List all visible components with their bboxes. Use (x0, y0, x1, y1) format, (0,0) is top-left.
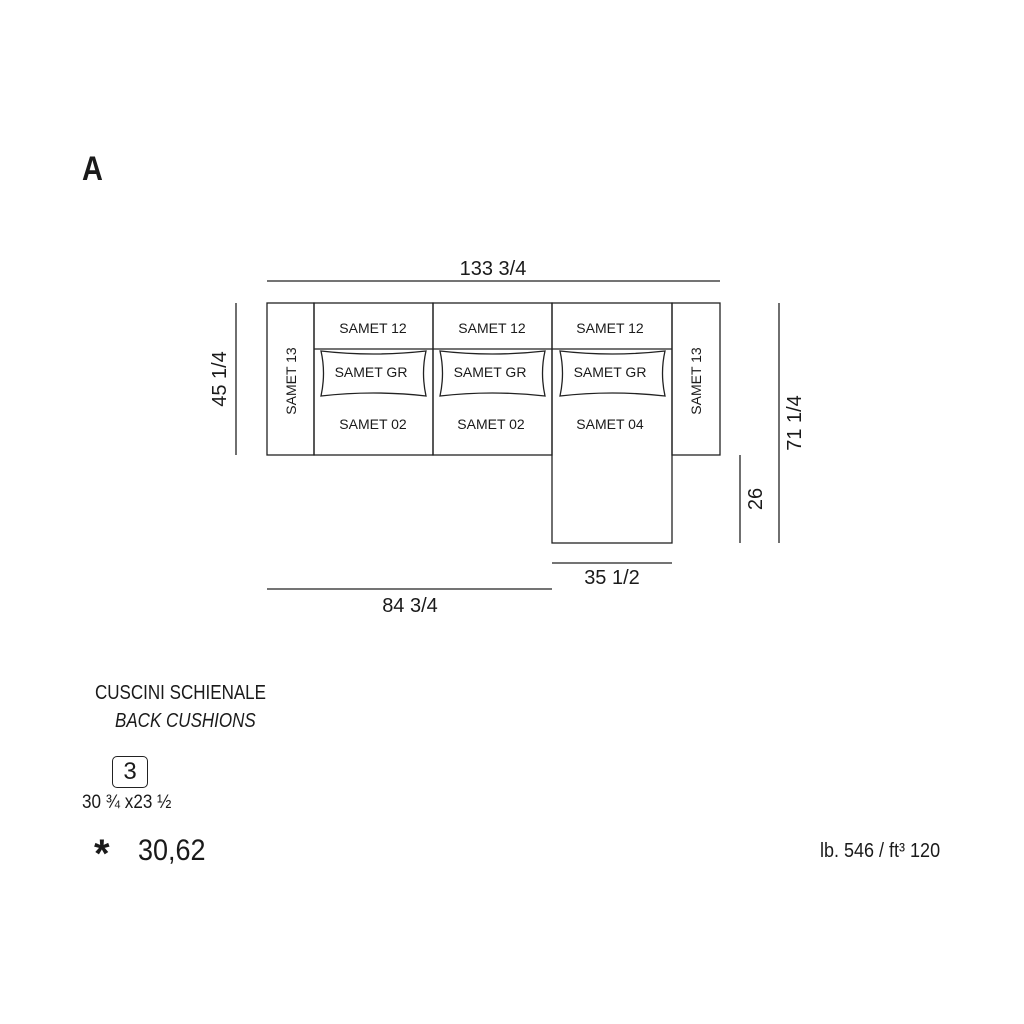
back-cushion-label-1: SAMET 12 (339, 320, 407, 336)
seat-label-2: SAMET 02 (457, 416, 525, 432)
weight-volume-value: lb. 546 / ft³ 120 (820, 840, 941, 862)
back-cushion-label-2: SAMET 12 (458, 320, 526, 336)
seat-label-1: SAMET 02 (339, 416, 407, 432)
total-width-label: 133 3/4 (459, 258, 527, 280)
cushion-size: 30 ¾ x23 ½ (82, 792, 172, 813)
asterisk-icon: * (94, 832, 110, 876)
left-width-label: 84 3/4 (382, 595, 438, 617)
left-arm-label: SAMET 13 (283, 347, 299, 415)
cushion-quantity-badge: 3 (112, 756, 148, 788)
back-cushions-subtitle: BACK CUSHIONS (115, 710, 256, 732)
configuration-label: A (82, 150, 103, 188)
pillow-label-2: SAMET GR (453, 364, 527, 380)
back-cushion-label-3: SAMET 12 (576, 320, 644, 336)
back-cushions-title: CUSCINI SCHIENALE (95, 682, 266, 704)
right-arm-label: SAMET 13 (688, 347, 704, 415)
pillow-label-3: SAMET GR (573, 364, 647, 380)
chaise-width-label: 35 1/2 (584, 567, 640, 589)
depth-label: 45 1/4 (209, 351, 231, 407)
total-depth-label: 71 1/4 (784, 395, 806, 451)
pillow-label-1: SAMET GR (334, 364, 408, 380)
seat-label-3: SAMET 04 (576, 416, 644, 432)
volume-value: 30,62 (138, 834, 206, 867)
chaise-extension-label: 26 (745, 487, 767, 511)
